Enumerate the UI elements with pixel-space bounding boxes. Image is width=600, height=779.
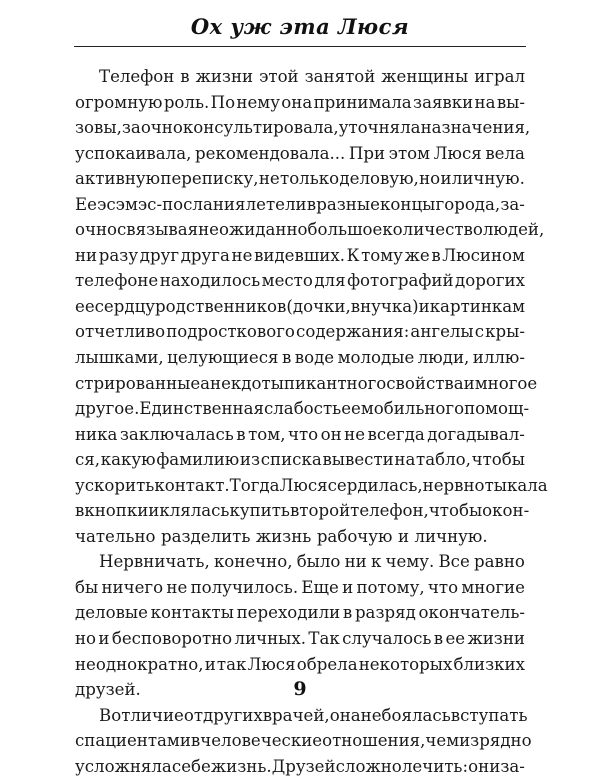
word: разу <box>98 245 139 265</box>
word: вывести <box>322 450 394 470</box>
word: лышками, <box>75 348 164 368</box>
word: кры- <box>485 322 525 342</box>
word: ее <box>445 629 466 649</box>
word: сложно <box>335 756 402 776</box>
word: врачей, <box>262 705 330 725</box>
word: сердцу <box>94 296 156 316</box>
word: неоднократно, <box>75 654 204 674</box>
word: личных. <box>234 629 307 649</box>
word: консультировала, <box>182 118 339 138</box>
word: вела <box>485 143 525 163</box>
text-line <box>75 600 525 626</box>
word: контакт. <box>154 475 230 495</box>
word: всегда <box>367 424 425 444</box>
word: в <box>190 731 201 751</box>
word: эсэмэс-послания <box>97 194 246 214</box>
text-line <box>75 217 545 243</box>
word: и <box>397 526 410 546</box>
word: второй <box>289 501 351 521</box>
word: не <box>166 577 188 597</box>
word: деловые <box>75 603 148 623</box>
word: Еще <box>301 577 339 597</box>
word: рекомендовала... <box>195 143 346 163</box>
word: она <box>281 92 313 112</box>
text-line <box>75 166 525 192</box>
word: с <box>474 322 485 342</box>
word: связывая <box>117 220 199 240</box>
word: количество <box>382 220 483 240</box>
word: что <box>287 424 319 444</box>
word: молодые <box>337 348 415 368</box>
word: окон- <box>482 501 530 521</box>
text-line <box>75 652 525 678</box>
text-line <box>75 90 525 116</box>
text-line <box>75 243 525 269</box>
word: чтобы <box>471 450 525 470</box>
word: он <box>320 424 342 444</box>
word: отличие <box>111 705 184 725</box>
word: анекдоты <box>200 373 284 393</box>
word: стрированные <box>75 373 201 393</box>
word: огромную <box>75 92 163 112</box>
header-rule <box>74 46 526 47</box>
word: в <box>180 67 190 86</box>
word: бесповоротно <box>111 629 233 649</box>
word: не <box>344 424 366 444</box>
word: заключалась <box>119 424 234 444</box>
word: иллю- <box>472 348 525 368</box>
word: При <box>348 143 386 163</box>
word: в <box>75 501 85 521</box>
page-number: 9 <box>293 678 307 700</box>
text-line <box>75 447 525 473</box>
word: но <box>419 169 441 189</box>
word: занятой <box>304 67 376 86</box>
word: друзей. <box>75 680 141 700</box>
word: себе <box>171 756 211 776</box>
word: разные <box>316 194 380 214</box>
word: чтобы <box>428 501 483 521</box>
word: концы <box>380 194 436 214</box>
word: вы- <box>496 92 525 112</box>
word: ни <box>75 245 98 265</box>
body-text <box>75 64 548 779</box>
word: контакты <box>150 603 234 623</box>
word: не <box>231 245 253 265</box>
word: отношения, <box>322 731 426 751</box>
word: догадывал- <box>427 424 525 444</box>
word: жизнь <box>255 526 312 546</box>
word: (дочки, <box>286 296 351 316</box>
word: внучка) <box>350 296 419 316</box>
word: на <box>394 450 416 470</box>
word: ника <box>75 424 118 444</box>
word: ничего <box>101 577 164 597</box>
text-line <box>75 549 525 575</box>
word: на <box>474 92 496 112</box>
word: разделить <box>160 526 251 546</box>
word: друга <box>180 245 230 265</box>
word: от <box>183 705 203 725</box>
word: ее <box>75 296 95 316</box>
word: потому, <box>356 577 425 597</box>
word: видевших. <box>254 245 345 265</box>
word: для <box>314 271 346 291</box>
word: в <box>431 245 441 265</box>
word: помощ- <box>464 399 530 419</box>
word: в <box>433 629 444 649</box>
word: роль. <box>163 92 210 112</box>
word: кнопки <box>84 501 149 521</box>
word: некоторых <box>358 654 453 674</box>
word: друг <box>139 245 180 265</box>
word: только <box>280 169 340 189</box>
word: Нервничать, <box>99 552 210 572</box>
word: успокаивала, <box>75 143 192 163</box>
word: и <box>148 501 160 521</box>
word: лечить: <box>401 756 469 776</box>
word: рабочую <box>316 526 393 546</box>
word: и <box>342 577 354 597</box>
word: она <box>329 705 361 725</box>
word: разряд <box>354 603 416 623</box>
word: пациентами <box>84 731 191 751</box>
word: ее <box>341 399 361 419</box>
word: что <box>427 577 459 597</box>
text-line <box>75 422 525 448</box>
word: активную <box>75 169 161 189</box>
word: изрядно <box>459 731 532 751</box>
word: пикантного <box>283 373 387 393</box>
word: обрела <box>296 654 358 674</box>
word: другое. <box>75 399 140 419</box>
word: но <box>75 629 97 649</box>
word: окончатель- <box>418 603 525 623</box>
word: мобильного <box>360 399 465 419</box>
word: так <box>216 654 247 674</box>
word: ангелы <box>410 322 474 342</box>
word: других <box>203 705 263 725</box>
word: уточняла <box>338 118 421 138</box>
word: боялась <box>381 705 451 725</box>
word: и <box>418 296 430 316</box>
word: телефоне <box>75 271 159 291</box>
word: Люсином <box>442 245 525 265</box>
word: и <box>98 629 110 649</box>
word: Друзей <box>271 756 336 776</box>
word: получилось. <box>190 577 299 597</box>
word: в <box>342 603 353 623</box>
word: отчетливо <box>75 322 166 342</box>
word: Люся <box>433 143 482 163</box>
word: в <box>281 348 292 368</box>
word: тыкала <box>484 475 548 495</box>
text-line <box>75 192 525 218</box>
word: сердилась, <box>327 475 423 495</box>
text-line <box>75 319 525 345</box>
word: Так <box>308 629 340 649</box>
word: было <box>296 552 341 572</box>
word: с <box>75 731 85 751</box>
word: дорогих <box>455 271 525 291</box>
word: зовы, <box>75 118 122 138</box>
word: По <box>210 92 236 112</box>
text-line <box>75 294 525 320</box>
word: картинкам <box>429 296 526 316</box>
word: очно <box>75 220 118 240</box>
word: близких <box>453 654 525 674</box>
word: К <box>346 245 360 265</box>
word: женщины <box>381 67 469 86</box>
word: слабость <box>263 399 342 419</box>
word: чем <box>425 731 460 751</box>
word: многое <box>474 373 538 393</box>
running-header-title: Ох уж эта Люся <box>190 14 410 39</box>
word: деловую, <box>339 169 419 189</box>
text-line <box>75 473 548 499</box>
word: к <box>370 552 382 572</box>
text-line <box>75 575 525 601</box>
text-line <box>75 396 530 422</box>
word: целующиеся <box>167 348 279 368</box>
text-line <box>75 498 530 524</box>
word: они <box>468 756 501 776</box>
word: усложняла <box>75 756 172 776</box>
word: назначения, <box>420 118 531 138</box>
text-line <box>75 141 525 167</box>
word: вступать <box>450 705 528 725</box>
word: и <box>440 169 452 189</box>
text-line <box>75 64 525 90</box>
word: личную. <box>451 169 525 189</box>
word: Единственная <box>139 399 264 419</box>
word: личную. <box>414 526 488 546</box>
word: Телефон <box>99 67 175 86</box>
word: свойства <box>386 373 464 393</box>
word: принимала <box>313 92 412 112</box>
text-line <box>75 371 538 397</box>
text-line <box>75 115 531 141</box>
word: Тогда <box>229 475 280 495</box>
word: содержания: <box>296 322 410 342</box>
word: и <box>204 654 216 674</box>
word: купить <box>229 501 290 521</box>
word: конечно, <box>213 552 293 572</box>
text-line <box>75 754 525 779</box>
word: какую <box>100 450 156 470</box>
word: не <box>258 169 280 189</box>
word: ускорить <box>75 475 155 495</box>
word: фамилию <box>156 450 240 470</box>
word: В <box>99 705 112 725</box>
word: города, <box>435 194 501 214</box>
word: ся, <box>75 450 101 470</box>
word: Все <box>438 552 470 572</box>
word: же <box>404 245 430 265</box>
word: людей, <box>482 220 545 240</box>
word: заочно <box>121 118 183 138</box>
word: в <box>236 424 246 444</box>
word: бы <box>75 577 99 597</box>
word: жизни <box>467 629 525 649</box>
text-line <box>75 524 525 550</box>
word: телефон, <box>350 501 429 521</box>
word: этой <box>259 67 299 86</box>
word: чему. <box>385 552 435 572</box>
word: находилось <box>159 271 261 291</box>
word: и <box>463 373 475 393</box>
word: списка <box>260 450 322 470</box>
word: жизни <box>195 67 254 86</box>
word: том, <box>248 424 286 444</box>
word: Люся <box>247 654 296 674</box>
word: за- <box>500 756 525 776</box>
word: в <box>306 194 317 214</box>
word: этом <box>388 143 431 163</box>
word: случалось <box>342 629 432 649</box>
word: многие <box>461 577 525 597</box>
word: тому <box>361 245 403 265</box>
word: человеческие <box>200 731 323 751</box>
word: родственников <box>155 296 287 316</box>
word: равно <box>474 552 525 572</box>
word: место <box>261 271 313 291</box>
text-line <box>75 703 528 729</box>
word: люди, <box>417 348 470 368</box>
word: не <box>360 705 382 725</box>
word: большое <box>307 220 383 240</box>
word: заявки <box>413 92 474 112</box>
word: клялась <box>159 501 230 521</box>
word: нему <box>236 92 280 112</box>
word: подросткового <box>166 322 295 342</box>
text-line <box>75 626 525 652</box>
word: жизнь. <box>210 756 272 776</box>
word: нервно <box>422 475 485 495</box>
word: чательно <box>75 526 156 546</box>
word: переходили <box>236 603 341 623</box>
word: летели <box>245 194 307 214</box>
text-line <box>75 268 525 294</box>
word: из <box>239 450 261 470</box>
word: Ее <box>75 194 97 214</box>
word: Люся <box>279 475 328 495</box>
word: играл <box>474 67 525 86</box>
word: табло, <box>416 450 471 470</box>
word: неожиданно <box>198 220 308 240</box>
word: переписку, <box>160 169 259 189</box>
word: за- <box>500 194 525 214</box>
word: фотографий <box>347 271 454 291</box>
word: ни <box>344 552 367 572</box>
word: воде <box>294 348 335 368</box>
text-line <box>75 345 525 371</box>
